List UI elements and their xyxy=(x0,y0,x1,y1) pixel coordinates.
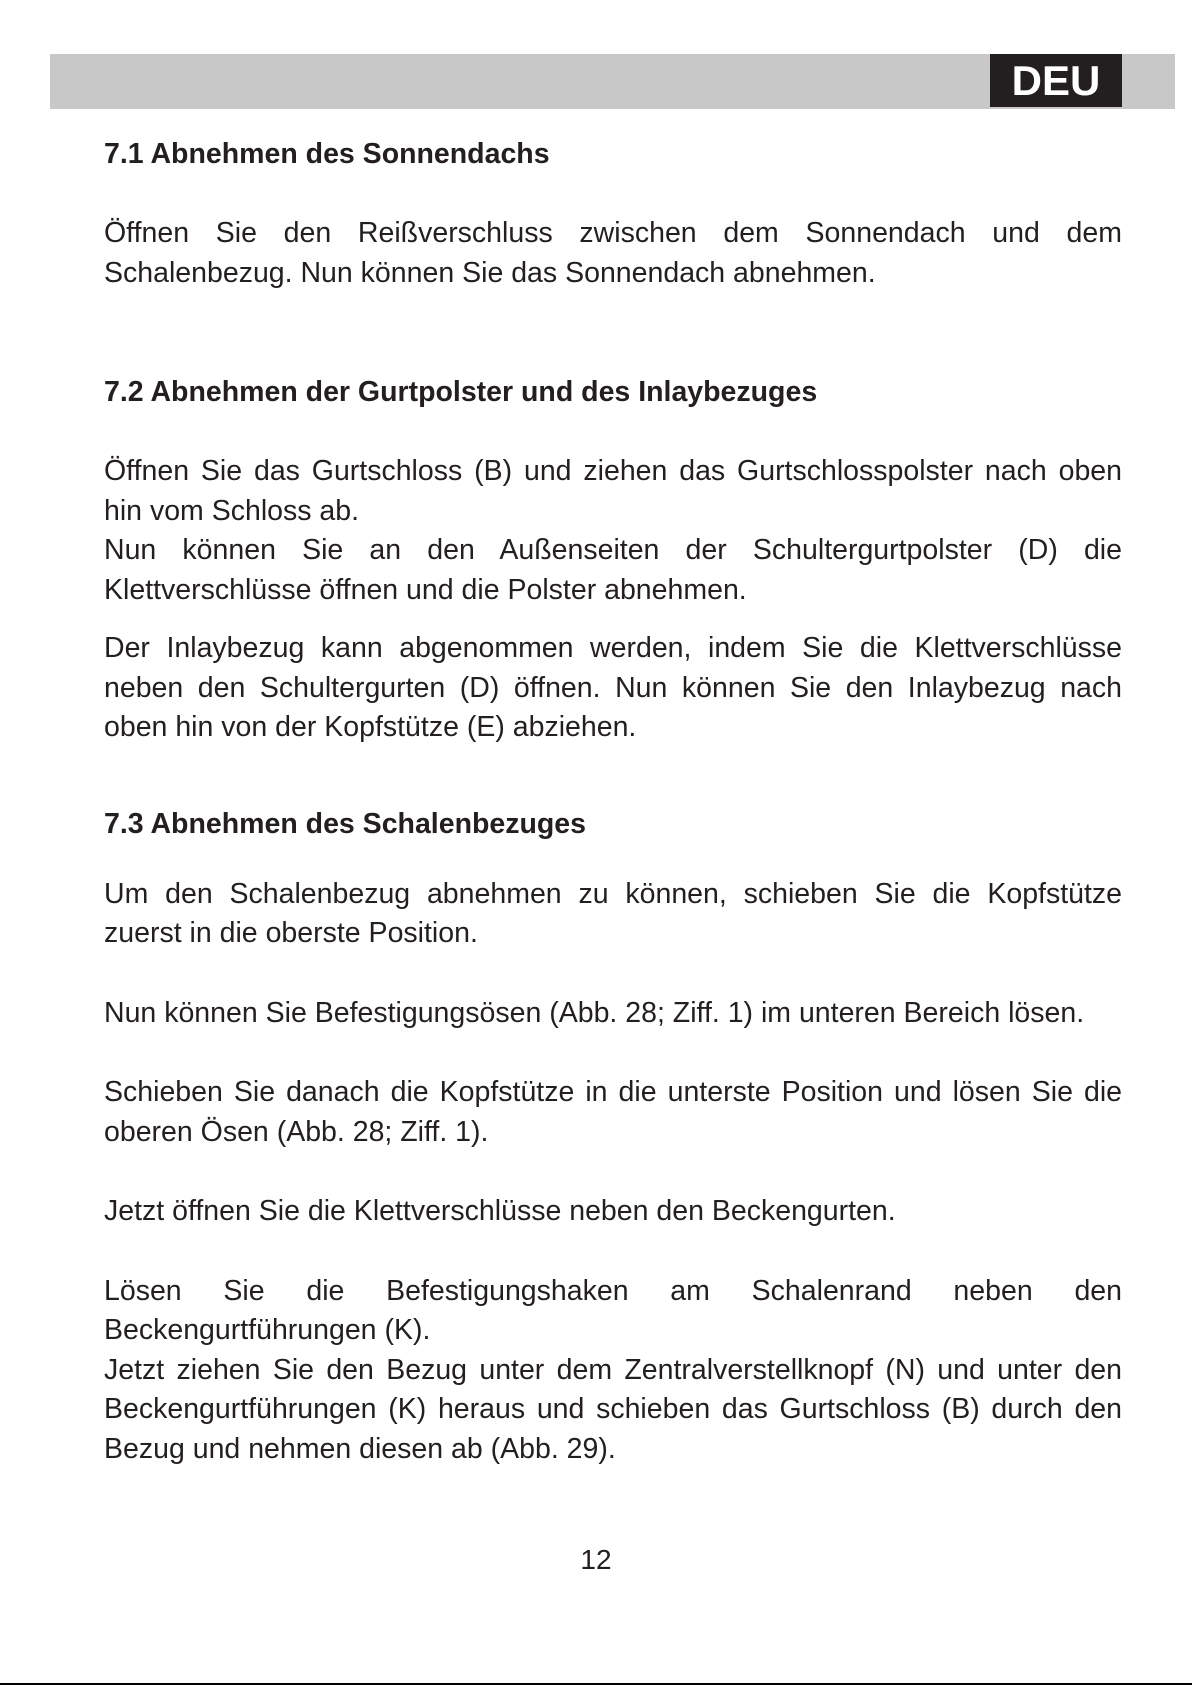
section-7-1-heading: 7.1 Abnehmen des Sonnendachs xyxy=(104,138,550,170)
page-content xyxy=(104,134,1122,1469)
section-7-2-paragraph-2: Nun können Sie an den Außenseiten der Schultergurtpolster (D) die Klettverschlüsse öffnen und die Polster abnehmen. xyxy=(104,534,1122,606)
section-7-3-paragraph-3: Schieben Sie danach die Kopfstütze in die unterste Position und lösen Sie die oberen Ösen (Abb. 28; Ziff. 1). xyxy=(104,1076,1122,1148)
section-7-3-paragraph-2: Nun können Sie Befestigungsösen (Abb. 28; Ziff. 1) im unteren Bereich lösen. xyxy=(104,996,1085,1029)
section-7-2-heading: 7.2 Abnehmen der Gurtpolster und des Inlaybezuges xyxy=(104,376,818,408)
section-7-2-paragraph-3: Der Inlaybezug kann abgenommen werden, indem Sie die Klettverschlüsse neben den Schultergurten (D) öffnen. Nun können Sie den Inlaybezug nach oben hin von der Kopfstütze (E) abziehen. xyxy=(104,632,1122,743)
section-7-3-paragraph-6: Jetzt ziehen Sie den Bezug unter dem Zentralverstellknopf (N) und unter den Beckengurtführungen (K) heraus und schieben das Gurtschloss (B) durch den Bezug und nehmen diesen ab (Abb. 29). xyxy=(104,1353,1122,1465)
page-number: 12 xyxy=(580,1544,612,1575)
language-badge: DEU xyxy=(990,54,1122,107)
section-7-3-paragraph-5: Lösen Sie die Befestigungshaken am Schalenrand neben den Beckengurtführungen (K). xyxy=(104,1274,1122,1346)
section-7-3-paragraph-4: Jetzt öffnen Sie die Klettverschlüsse neben den Beckengurten. xyxy=(104,1195,896,1227)
section-7-2-paragraph-1: Öffnen Sie das Gurtschloss (B) und ziehen das Gurtschlosspolster nach oben hin vom Schloss ab. xyxy=(104,455,1122,527)
section-7-3-heading: 7.3 Abnehmen des Schalenbezuges xyxy=(104,807,587,840)
section-7-1-paragraph-1: Öffnen Sie den Reißverschluss zwischen dem Sonnendach und dem Schalenbezug. Nun können Sie das Sonnendach abnehmen. xyxy=(104,217,1122,289)
section-7-3-paragraph-1: Um den Schalenbezug abnehmen zu können, schieben Sie die Kopfstütze zuerst in die oberste Position. xyxy=(104,877,1122,949)
